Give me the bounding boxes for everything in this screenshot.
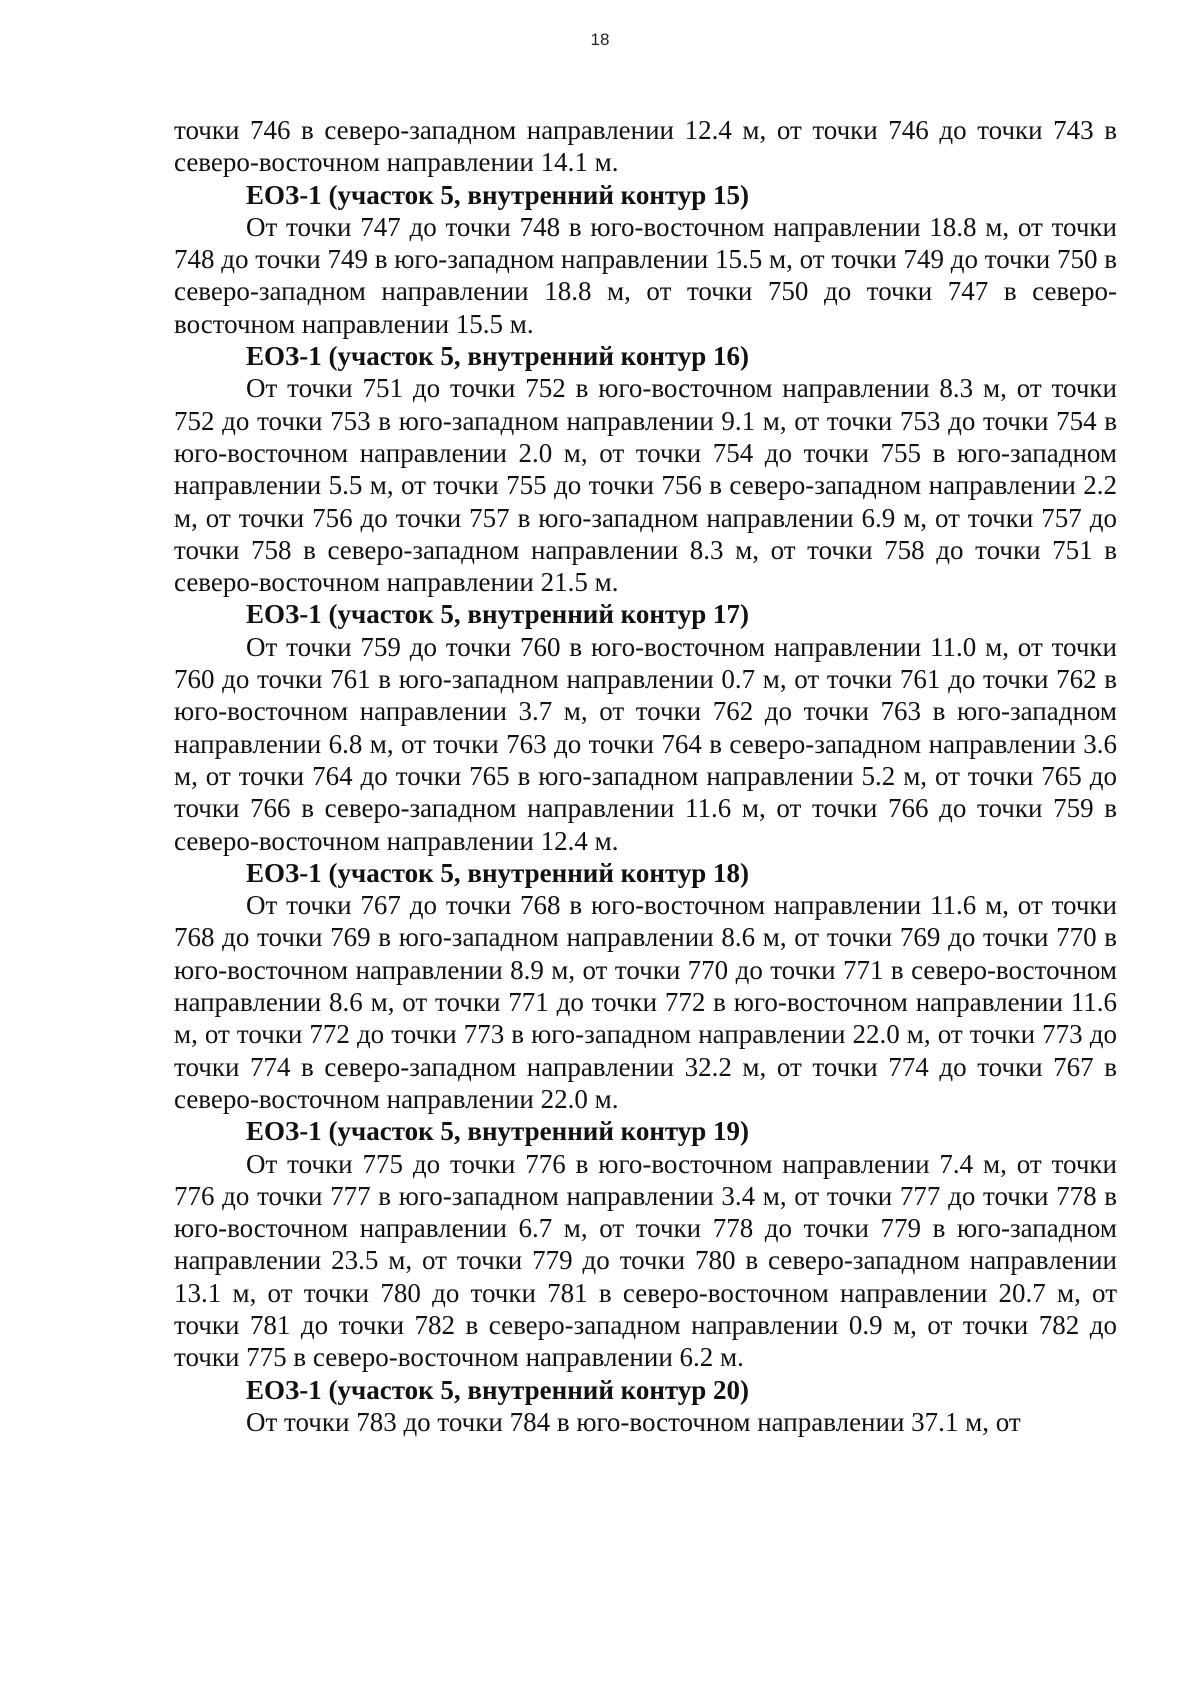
section-text-contour-19: От точки 775 до точки 776 в юго-восточном направлении 7.4 м, от точки 776 до точки 777 в юго-западном направлении 3.4 м, от точки 777 до точки 778 в юго-восточном направлении 6.7 м, от точки 778 до точки 779 в юго-западном направлении 23.5 м, от точки 779 до точки 780 в северо-западном направлении 13.1 м, от точки 780 до точки 781 в северо-восточном направлении 20.7 м, от точки 781 до точки 782 в северо-западном направлении 0.9 м, от точки 782 до точки 775 в северо-восточном направлении 6.2 м. <box>174 1148 1117 1373</box>
section-text-contour-15: От точки 747 до точки 748 в юго-восточном направлении 18.8 м, от точки 748 до точки 749 в юго-западном направлении 15.5 м, от точки 749 до точки 750 в северо-западном направлении 18.8 м, от точки 750 до точки 747 в северо-восточном направлении 15.5 м. <box>174 211 1117 339</box>
section-heading-contour-19: ЕОЗ-1 (участок 5, внутренний контур 19) <box>246 1116 750 1147</box>
section-heading-contour-18: ЕОЗ-1 (участок 5, внутренний контур 18) <box>246 857 750 888</box>
section-heading-contour-20: ЕОЗ-1 (участок 5, внутренний контур 20) <box>246 1374 750 1405</box>
section-text-contour-20: От точки 783 до точки 784 в юго-восточном направлении 37.1 м, от <box>246 1406 1021 1437</box>
opening-paragraph: точки 746 в северо-западном направлении 12.4 м, от точки 746 до точки 743 в северо-восточном направлении 14.1 м. <box>174 115 1117 178</box>
document-body <box>174 114 1117 1438</box>
section-heading-contour-17: ЕОЗ-1 (участок 5, внутренний контур 17) <box>246 599 750 630</box>
page-number: 18 <box>590 30 610 49</box>
section-heading-contour-16: ЕОЗ-1 (участок 5, внутренний контур 16) <box>246 341 750 372</box>
section-text-contour-18: От точки 767 до точки 768 в юго-восточном направлении 11.6 м, от точки 768 до точки 769 в юго-западном направлении 8.6 м, от точки 769 до точки 770 в юго-восточном направлении 8.9 м, от точки 770 до точки 771 в северо-восточном направлении 8.6 м, от точки 771 до точки 772 в юго-восточном направлении 11.6 м, от точки 772 до точки 773 в юго-западном направлении 22.0 м, от точки 773 до точки 774 в северо-западном направлении 32.2 м, от точки 774 до точки 767 в северо-восточном направлении 22.0 м. <box>174 890 1117 1114</box>
section-text-contour-16: От точки 751 до точки 752 в юго-восточном направлении 8.3 м, от точки 752 до точки 753 в юго-западном направлении 9.1 м, от точки 753 до точки 754 в юго-восточном направлении 2.0 м, от точки 754 до точки 755 в юго-западном направлении 5.5 м, от точки 755 до точки 756 в северо-западном направлении 2.2 м, от точки 756 до точки 757 в юго-западном направлении 6.9 м, от точки 757 до точки 758 в северо-западном направлении 8.3 м, от точки 758 до точки 751 в северо-восточном направлении 21.5 м. <box>174 373 1117 598</box>
section-text-contour-17: От точки 759 до точки 760 в юго-восточном направлении 11.0 м, от точки 760 до точки 761 в юго-западном направлении 0.7 м, от точки 761 до точки 762 в юго-восточном направлении 3.7 м, от точки 762 до точки 763 в юго-западном направлении 6.8 м, от точки 763 до точки 764 в северо-западном направлении 3.6 м, от точки 764 до точки 765 в юго-западном направлении 5.2 м, от точки 765 до точки 766 в северо-западном направлении 11.6 м, от точки 766 до точки 759 в северо-восточном направлении 12.4 м. <box>174 631 1117 856</box>
section-heading-contour-15: ЕОЗ-1 (участок 5, внутренний контур 15) <box>246 179 750 210</box>
